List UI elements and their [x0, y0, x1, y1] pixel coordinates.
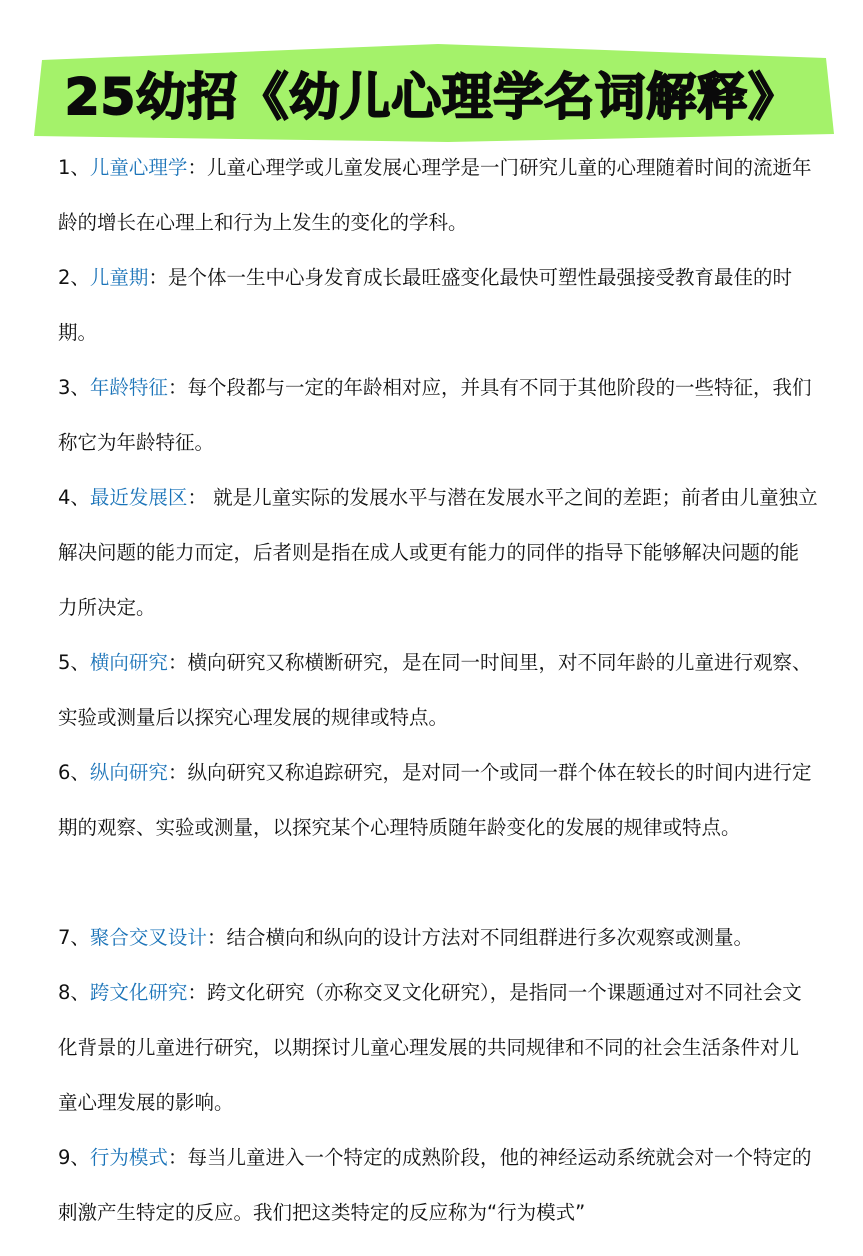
- term-entry: [58, 360, 818, 470]
- term-entry: [58, 745, 818, 855]
- term-entry: [58, 250, 818, 360]
- term-entry: [58, 470, 818, 635]
- term-entry: [58, 1130, 818, 1240]
- entry-number: 4、: [58, 486, 90, 509]
- entry-separator: ：: [148, 266, 168, 289]
- term-entry: [58, 635, 818, 745]
- entry-term: 纵向研究: [89, 761, 168, 784]
- entry-term: 儿童心理学: [89, 156, 188, 179]
- entry-term: 聚合交叉设计: [89, 926, 207, 949]
- entry-number: 5、: [58, 651, 90, 674]
- entry-term: 儿童期: [89, 266, 149, 289]
- entry-definition: 纵向研究又称追踪研究，是对同一个或同一群个体在较长的时间内进行定期的观察、实验或测量，以探究某个心理特质随年龄变化的发展的规律或特点。: [58, 761, 812, 839]
- term-entry: [58, 965, 818, 1130]
- entry-term: 跨文化研究: [89, 981, 188, 1004]
- entry-separator: ：: [167, 376, 188, 399]
- entry-separator: ：: [187, 981, 207, 1004]
- entry-definition: 每个段都与一定的年龄相对应，并具有不同于其他阶段的一些特征，我们称它为年龄特征。: [58, 376, 812, 454]
- entry-number: 8、: [58, 981, 90, 1004]
- entry-separator: ：: [206, 926, 227, 949]
- entry-term: 最近发展区: [89, 486, 188, 509]
- entry-number: 6、: [58, 761, 90, 784]
- entry-number: 1、: [58, 156, 90, 179]
- entry-separator: ：: [167, 651, 188, 674]
- entry-term: 年龄特征: [89, 376, 168, 399]
- entry-definition: 横向研究又称横断研究，是在同一时间里，对不同年龄的儿童进行观察、实验或测量后以探究心理发展的规律或特点。: [58, 651, 812, 729]
- entry-definition: 每当儿童进入一个特定的成熟阶段，他的神经运动系统就会对一个特定的刺激产生特定的反应。我们把这类特定的反应称为“行为模式”: [58, 1146, 812, 1224]
- entry-number: 2、: [58, 266, 90, 289]
- term-entry: [58, 910, 818, 965]
- entry-definition: 结合横向和纵向的设计方法对不同组群进行多次观察或测量。: [226, 926, 753, 949]
- title-banner: [28, 38, 836, 148]
- entry-number: 7、: [58, 926, 90, 949]
- entry-separator: ：: [167, 761, 188, 784]
- entry-separator: ：: [167, 1146, 188, 1169]
- entry-definition: 是个体一生中心身发育成长最旺盛变化最快可塑性最强接受教育最佳的时期。: [58, 266, 792, 344]
- entry-definition: 就是儿童实际的发展水平与潜在发展水平之间的差距；前者由儿童独立解决问题的能力而定，后者则是指在成人或更有能力的同伴的指导下能够解决问题的能力所决定。: [58, 486, 818, 619]
- entry-definition: 跨文化研究（亦称交叉文化研究），是指同一个课题通过对不同社会文化背景的儿童进行研究，以期探讨儿童心理发展的共同规律和不同的社会生活条件对儿童心理发展的影响。: [58, 981, 802, 1114]
- entry-term: 横向研究: [89, 651, 168, 674]
- entry-number: 9、: [58, 1146, 90, 1169]
- term-entry: [58, 140, 818, 250]
- entry-term: 行为模式: [89, 1146, 168, 1169]
- page-title: 25幼招《幼儿心理学名词解释》: [64, 68, 800, 126]
- entry-separator: ：: [187, 486, 214, 509]
- entry-separator: ：: [187, 156, 207, 179]
- entry-number: 3、: [58, 376, 90, 399]
- entry-definition: 儿童心理学或儿童发展心理学是一门研究儿童的心理随着时间的流逝年龄的增长在心理上和行为上发生的变化的学科。: [58, 156, 812, 234]
